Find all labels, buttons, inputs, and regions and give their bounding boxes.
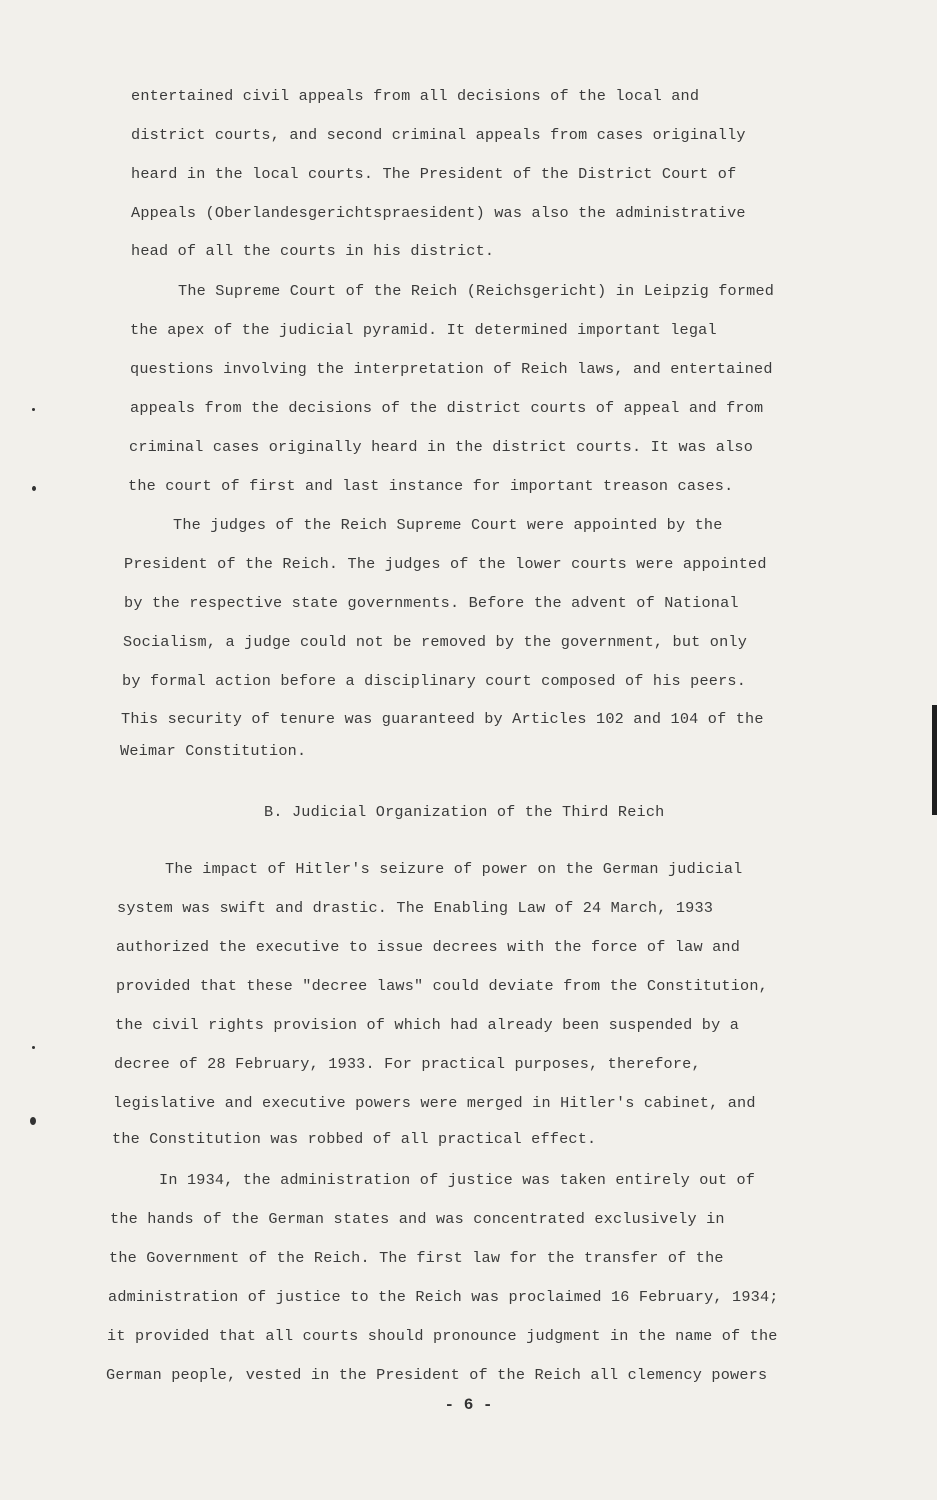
- text-line: heard in the local courts. The President of the District Court of: [131, 165, 737, 183]
- text-line: authorized the executive to issue decrees with the force of law and: [116, 938, 741, 956]
- page-number: - 6 -: [444, 1396, 493, 1414]
- text-line: the civil rights provision of which had already been suspended by a: [115, 1016, 740, 1034]
- text-line: Socialism, a judge could not be removed by the government, but only: [123, 633, 748, 651]
- text-line: The impact of Hitler's seizure of power on the German judicial: [165, 860, 743, 878]
- text-line: The Supreme Court of the Reich (Reichsgericht) in Leipzig formed: [178, 282, 775, 300]
- page-edge-shadow: [932, 705, 937, 815]
- text-line: district courts, and second criminal appeals from cases originally: [131, 126, 746, 144]
- punch-hole-mark: [30, 1117, 36, 1125]
- text-line: the Constitution was robbed of all practical effect.: [112, 1130, 597, 1148]
- text-line: entertained civil appeals from all decisions of the local and: [131, 87, 700, 105]
- text-line: system was swift and drastic. The Enabling Law of 24 March, 1933: [117, 899, 714, 917]
- text-line: questions involving the interpretation of Reich laws, and entertained: [130, 360, 773, 378]
- text-line: German people, vested in the President of the Reich all clemency powers: [106, 1366, 768, 1384]
- text-line: criminal cases originally heard in the district courts. It was also: [129, 438, 754, 456]
- text-line: it provided that all courts should pronounce judgment in the name of the: [107, 1327, 778, 1345]
- text-line: the Government of the Reich. The first law for the transfer of the: [109, 1249, 724, 1267]
- text-line: by formal action before a disciplinary court composed of his peers.: [122, 672, 747, 690]
- text-line: Appeals (Oberlandesgerichtspraesident) was also the administrative: [131, 204, 746, 222]
- margin-dot: [32, 486, 36, 491]
- text-line: This security of tenure was guaranteed by Articles 102 and 104 of the: [121, 710, 764, 728]
- text-line: by the respective state governments. Before the advent of National: [124, 594, 739, 612]
- text-line: decree of 28 February, 1933. For practical purposes, therefore,: [114, 1055, 701, 1073]
- text-line: The judges of the Reich Supreme Court were appointed by the: [173, 516, 723, 534]
- text-line: the apex of the judicial pyramid. It determined important legal: [130, 321, 717, 339]
- text-line: the court of first and last instance for important treason cases.: [128, 477, 734, 495]
- text-line: Weimar Constitution.: [120, 742, 307, 760]
- text-line: President of the Reich. The judges of the lower courts were appointed: [124, 555, 767, 573]
- text-line: head of all the courts in his district.: [131, 242, 495, 260]
- margin-dot: [32, 408, 35, 411]
- text-line: administration of justice to the Reich was proclaimed 16 February, 1934;: [108, 1288, 779, 1306]
- section-heading: B. Judicial Organization of the Third Reich: [264, 803, 665, 821]
- text-line: legislative and executive powers were merged in Hitler's cabinet, and: [113, 1094, 756, 1112]
- text-line: In 1934, the administration of justice was taken entirely out of: [159, 1171, 756, 1189]
- margin-dot: [32, 1046, 35, 1049]
- text-line: the hands of the German states and was concentrated exclusively in: [110, 1210, 725, 1228]
- text-line: provided that these "decree laws" could deviate from the Constitution,: [116, 977, 768, 995]
- text-line: appeals from the decisions of the district courts of appeal and from: [130, 399, 764, 417]
